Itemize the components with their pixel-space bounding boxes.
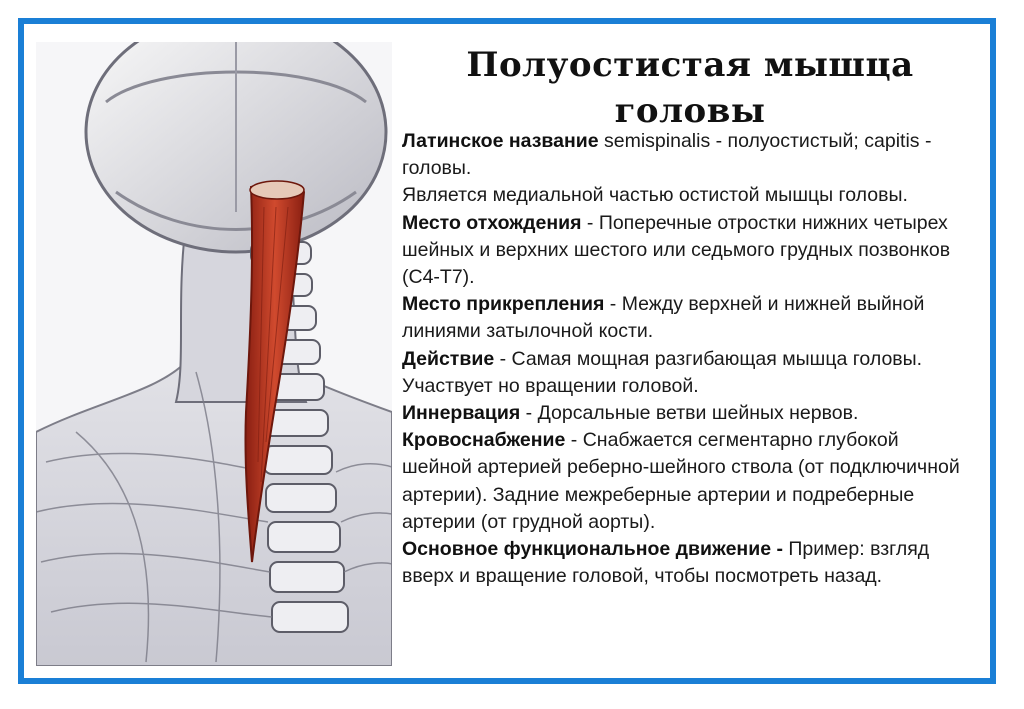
blood-supply-label: Кровоснабжение bbox=[402, 429, 566, 452]
origin-label: Место отхождения bbox=[402, 211, 582, 234]
part-paragraph: Является медиальной частью остистой мышцы головы. bbox=[402, 184, 908, 207]
innervation-text: - Дорсальные ветви шейных нервов. bbox=[520, 402, 859, 425]
latin-name-label: Латинское название bbox=[402, 130, 599, 152]
title-line-1: Полуостистая мышца bbox=[466, 45, 914, 85]
innervation-label: Иннервация bbox=[402, 402, 521, 425]
insertion-paragraph bbox=[402, 291, 962, 345]
action-text: - Самая мощная разгибающая мышца головы. Участвует но вращении головой. bbox=[402, 347, 923, 397]
movement-label: Основное функциональное движение - bbox=[402, 538, 783, 561]
origin-text: - Поперечные отростки нижних четырех шейных и верхних шестого или седьмого грудных позвонков (С4-Т7). bbox=[402, 211, 951, 289]
blood-supply-text: - Снабжается сегментарно глубокой шейной артерией реберно-шейного ствола (от подключичной артерии). Задние межреберные артерии и подреберные артерии (от грудной аорты). bbox=[402, 429, 960, 533]
action-paragraph bbox=[402, 346, 962, 400]
anatomy-illustration bbox=[36, 42, 392, 666]
slide-title bbox=[410, 42, 970, 134]
latin-name-text: semispinalis - полуостистый; capitis - головы. bbox=[402, 130, 932, 180]
title-line-2: головы bbox=[614, 91, 766, 131]
neck-muscle-drawing bbox=[36, 42, 392, 666]
origin-paragraph bbox=[402, 210, 962, 292]
insertion-label: Место прикрепления bbox=[402, 293, 605, 316]
action-label: Действие bbox=[402, 347, 495, 370]
muscle-description bbox=[402, 128, 962, 590]
innervation-paragraph bbox=[402, 400, 962, 427]
latin-name-paragraph bbox=[402, 128, 962, 182]
movement-text: Пример: взгляд вверх и вращение головой, чтобы посмотреть назад. bbox=[402, 538, 930, 588]
blood-supply-paragraph bbox=[402, 427, 962, 536]
movement-paragraph bbox=[402, 536, 962, 590]
insertion-text: - Между верхней и нижней выйной линиями затылочной кости. bbox=[402, 293, 925, 343]
